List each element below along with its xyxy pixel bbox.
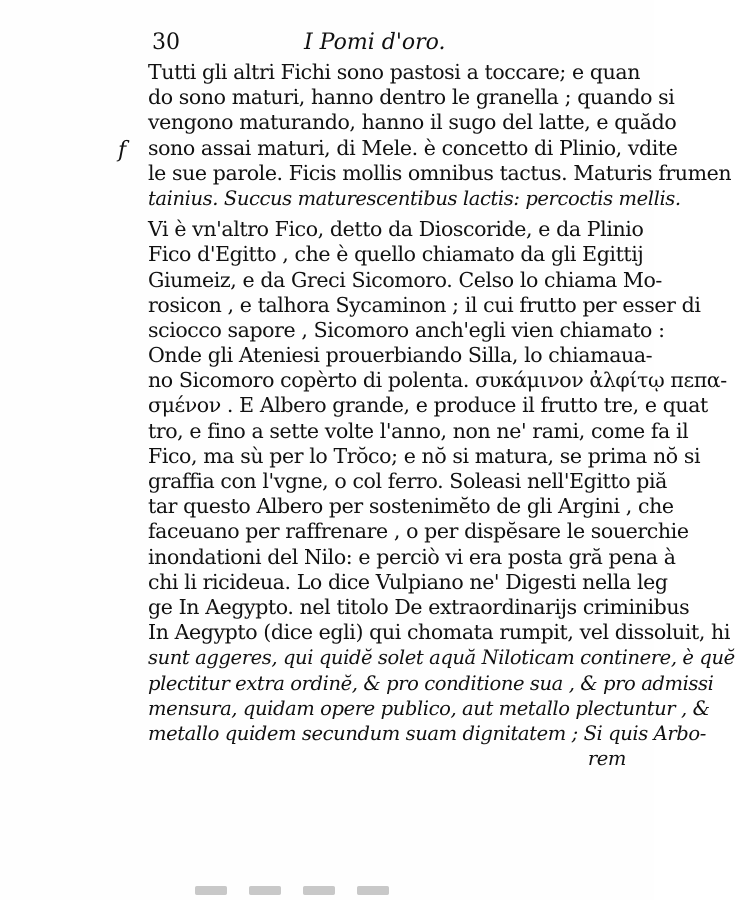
text-line: Fico, ma sù per lo Trŏco; e nŏ si matura, se prima nŏ si [148,443,701,468]
text-line: sono assai maturi, di Mele. è concetto di Plinio, vdite [148,135,678,160]
text-line: mensura, quidam opere publico, aut metallo plectuntur , & [148,696,710,720]
body-text [148,60,735,771]
margin-mark: f [118,138,127,163]
text-line: Fico d'Egitto , che è quello chiamato da gli Egittij [148,242,644,267]
text-line: Tutti gli altri Fichi sono pastosi a toccare; e quan [148,60,641,84]
text-line: tar questo Albero per sostenimĕto de gli Argini , che [148,494,674,519]
text-line: faceuano per raffrenare , o per dispĕsare le souerchie [148,519,689,544]
text-line: inondationi del Nilo: e perciò vi era posta gră pena à [148,544,676,569]
text-line: tainius. Succus maturescentibus lactis: percoctis mellis. [148,186,681,210]
text-line: In Aegypto (dice egli) qui chomata rumpit, vel dissoluit, hi [148,620,731,645]
text-line: sunt aggeres, qui quidĕ solet aquă Niloticam continere, è quĕ [148,646,735,670]
text-line: rosicon , e talhora Sycaminon ; il cui frutto per esser di [148,292,701,317]
text-line: metallo quidem secundum suam dignitatem ; Si quis Arbo- [148,721,706,745]
text-line: sciocco sapore , Sicomoro anch'egli vien chiamato : [148,317,665,342]
text-line: tro, e fino a sette volte l'anno, non ne' rami, come fa il [148,418,689,443]
text-line: plectitur extra ordinĕ, & pro conditione sua , & pro admissi [148,671,714,695]
catchword: rem [587,747,626,771]
text-line: ge In Aegypto. nel titolo De extraordinarijs criminibus [148,594,690,619]
running-head: I Pomi d'oro. [304,30,446,55]
text-line: chi li ricideua. Lo dice Vulpiano ne' Digesti nella leg [148,569,668,594]
page-header [152,30,622,60]
text-line: Giumeiz, e da Greci Sicomoro. Celso lo chiama Mo- [148,267,662,292]
paragraph-2 [148,217,735,746]
text-line: Vi è vn'altro Fico, detto da Dioscoride, e da Plinio [148,217,644,242]
page-number: 30 [152,30,180,55]
text-line: graffia con l'vgne, o col ferro. Soleasi nell'Egitto piă [148,469,667,493]
text-line: no Sicomoro copèrto di polenta. συκάμινον ἀλφίτῳ πεπα- [148,368,727,393]
show-through-marks [195,880,455,890]
text-line: do sono maturi, hanno dentro le granella ; quando si [148,85,675,110]
paragraph-1 [148,60,732,211]
text-line: Onde gli Ateniesi prouerbiando Silla, lo chiamaua- [148,343,653,368]
text-line: σμένον . E Albero grande, e produce il frutto tre, e quat [148,393,708,418]
text-line: vengono maturando, hanno il sugo del latte, e quădo [148,110,677,135]
text-line: le sue parole. Ficis mollis omnibus tactus. Maturis frumen [148,160,732,185]
